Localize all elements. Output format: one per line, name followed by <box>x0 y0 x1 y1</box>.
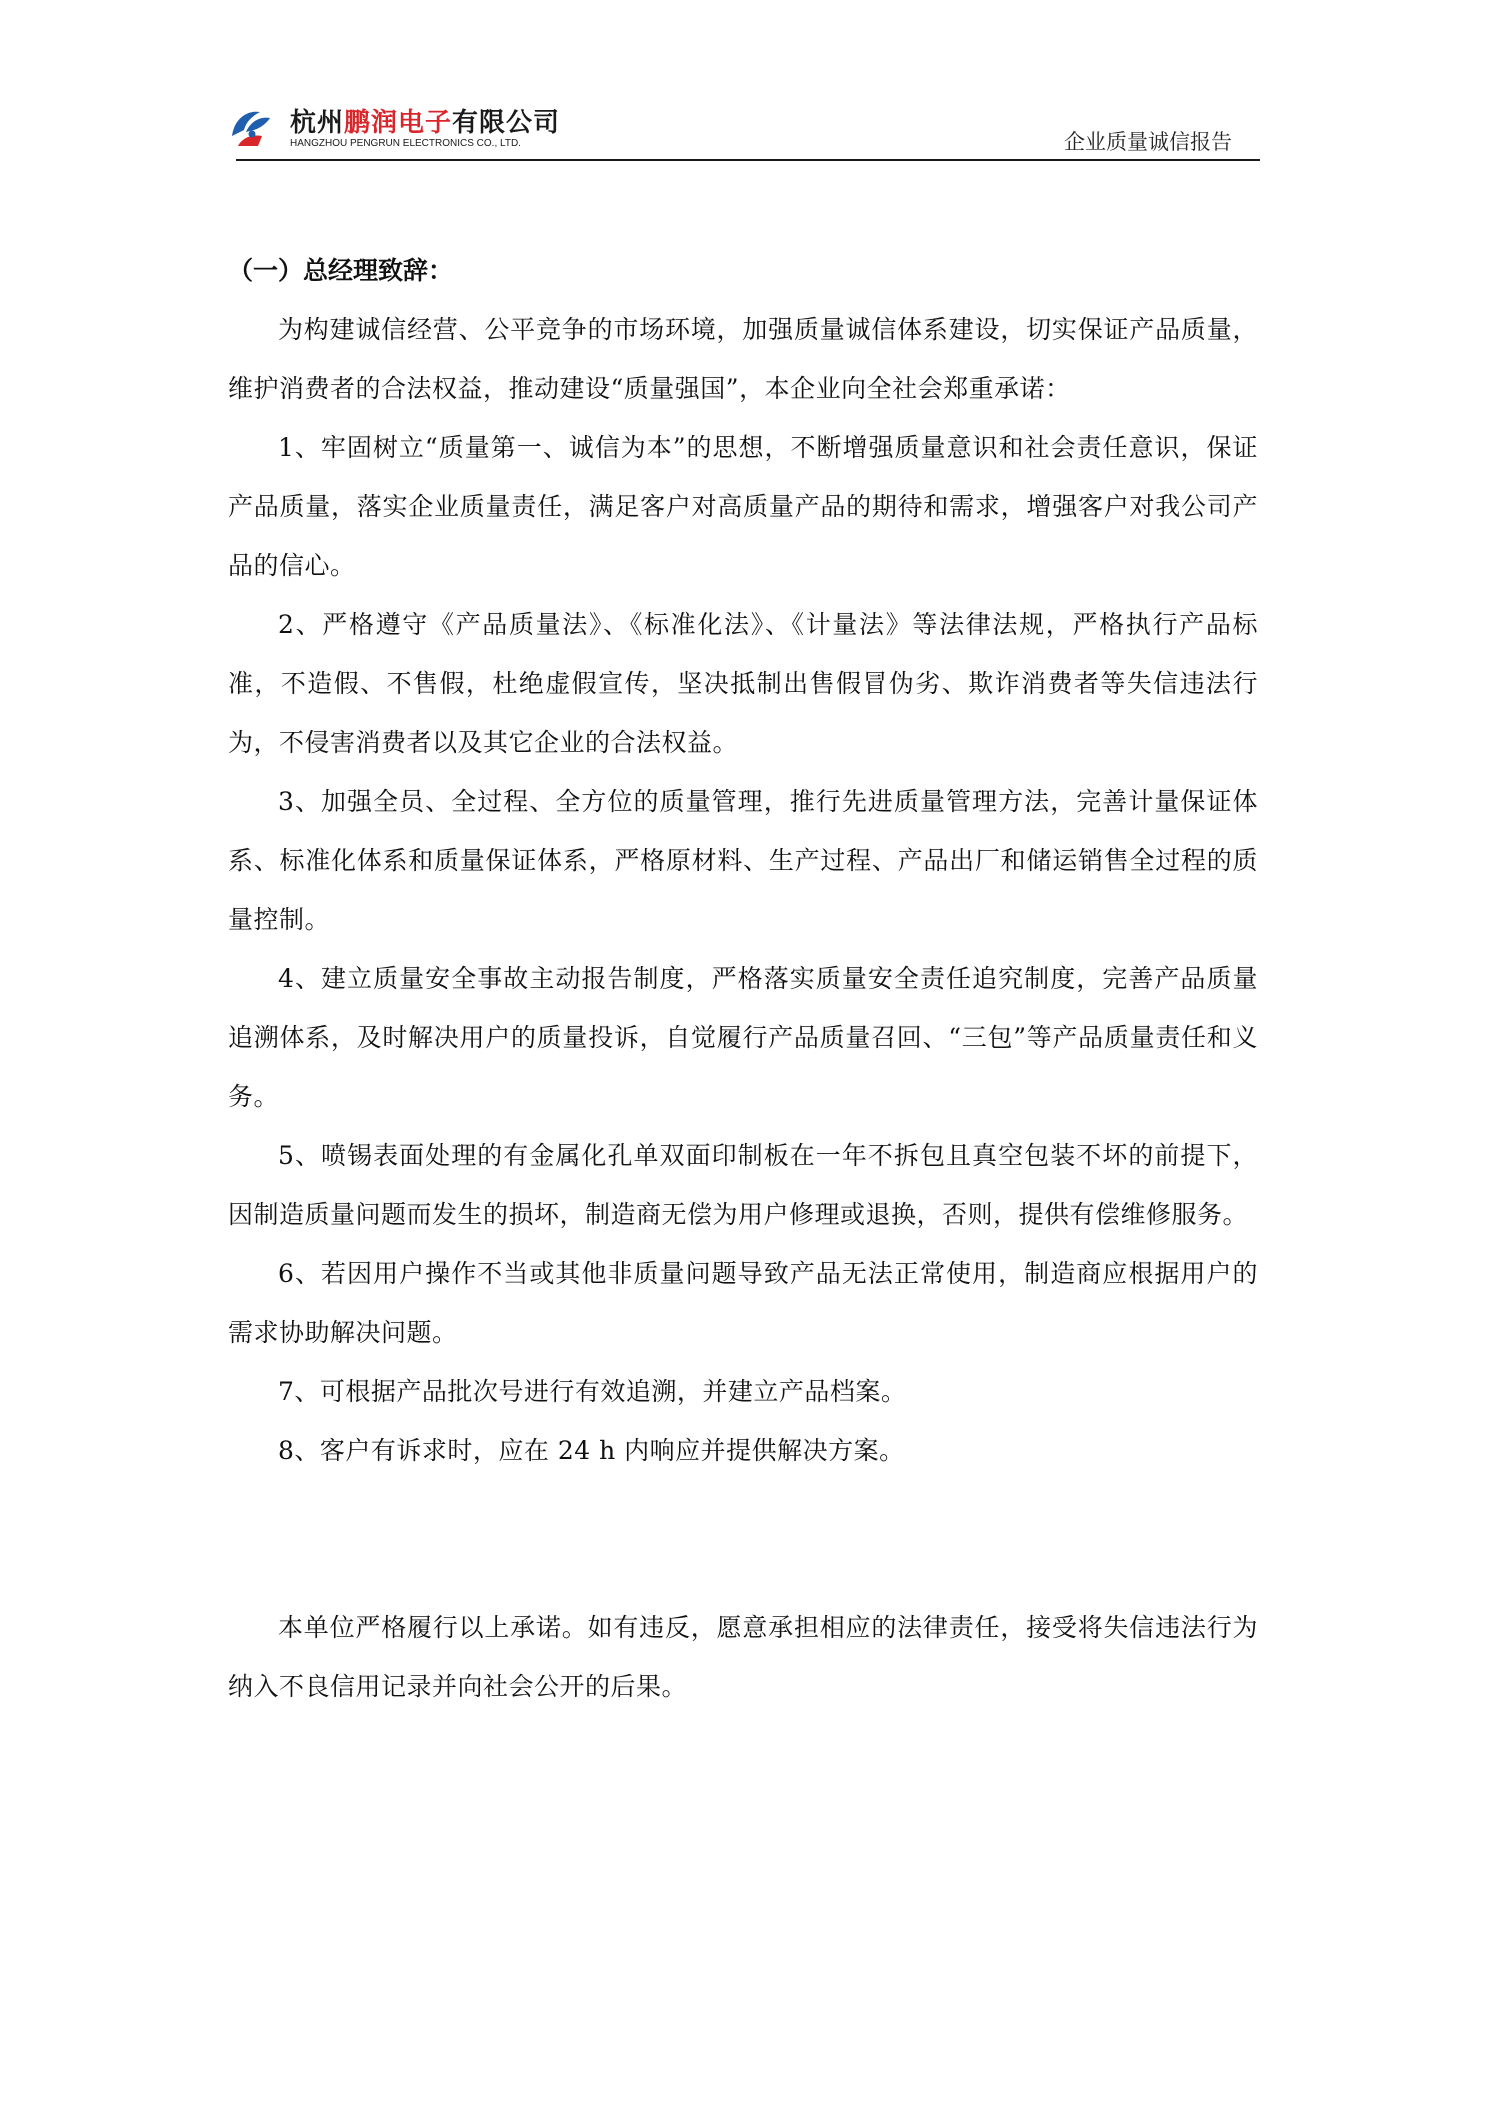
page-header <box>228 96 1260 162</box>
section-heading: （一）总经理致辞： <box>228 256 454 285</box>
company-name-accent: 鹏润电子 <box>344 108 453 138</box>
company-logo-icon <box>228 106 274 152</box>
intro-paragraph: 为构建诚信经营、公平竞争的市场环境，加强质量诚信体系建设，切实保证产品质量，维护消费者的合法权益，推动建设“质量强国”，本企业向全社会郑重承诺： <box>228 315 1258 403</box>
closing-paragraph: 本单位严格履行以上承诺。如有违反，愿意承担相应的法律责任，接受将失信违法行为纳入不良信用记录并向社会公开的后果。 <box>228 1613 1258 1701</box>
commitment-item-6: 6、若因用户操作不当或其他非质量问题导致产品无法正常使用，制造商应根据用户的需求协助解决问题。 <box>228 1259 1258 1347</box>
commitment-item-8: 8、客户有诉求时，应在 24 h 内响应并提供解决方案。 <box>278 1436 905 1465</box>
company-name-prefix: 杭州 <box>290 108 345 138</box>
document-body <box>228 242 1258 1716</box>
commitment-item-7: 7、可根据产品批次号进行有效追溯，并建立产品档案。 <box>278 1377 907 1406</box>
commitment-item-5: 5、喷锡表面处理的有金属化孔单双面印制板在一年不拆包且真空包装不坏的前提下，因制造质量问题而发生的损坏，制造商无偿为用户修理或退换，否则，提供有偿维修服务。 <box>228 1141 1258 1229</box>
commitment-item-3: 3、加强全员、全过程、全方位的质量管理，推行先进质量管理方法，完善计量保证体系、标准化体系和质量保证体系，严格原材料、生产过程、产品出厂和储运销售全过程的质量控制。 <box>228 787 1258 934</box>
report-title: 企业质量诚信报告 <box>1064 130 1232 154</box>
company-name-en: HANGZHOU PENGRUN ELECTRONICS CO., LTD. <box>290 138 521 149</box>
paragraph-gap <box>228 1480 1258 1598</box>
company-name-suffix: 有限公司 <box>452 108 561 138</box>
company-name-cn <box>290 102 560 139</box>
header-divider <box>236 159 1260 161</box>
commitment-item-1: 1、牢固树立“质量第一、诚信为本”的思想，不断增强质量意识和社会责任意识，保证产品质量，落实企业质量责任，满足客户对高质量产品的期待和需求，增强客户对我公司产品的信心。 <box>228 433 1258 580</box>
commitment-item-4: 4、建立质量安全事故主动报告制度，严格落实质量安全责任追究制度，完善产品质量追溯体系，及时解决用户的质量投诉，自觉履行产品质量召回、“三包”等产品质量责任和义务。 <box>228 964 1258 1111</box>
commitment-item-2: 2、严格遵守《产品质量法》、《标准化法》、《计量法》等法律法规，严格执行产品标准，不造假、不售假，杜绝虚假宣传，坚决抵制出售假冒伪劣、欺诈消费者等失信违法行为，不侵害消费者以及其它企业的合法权益。 <box>228 610 1258 757</box>
